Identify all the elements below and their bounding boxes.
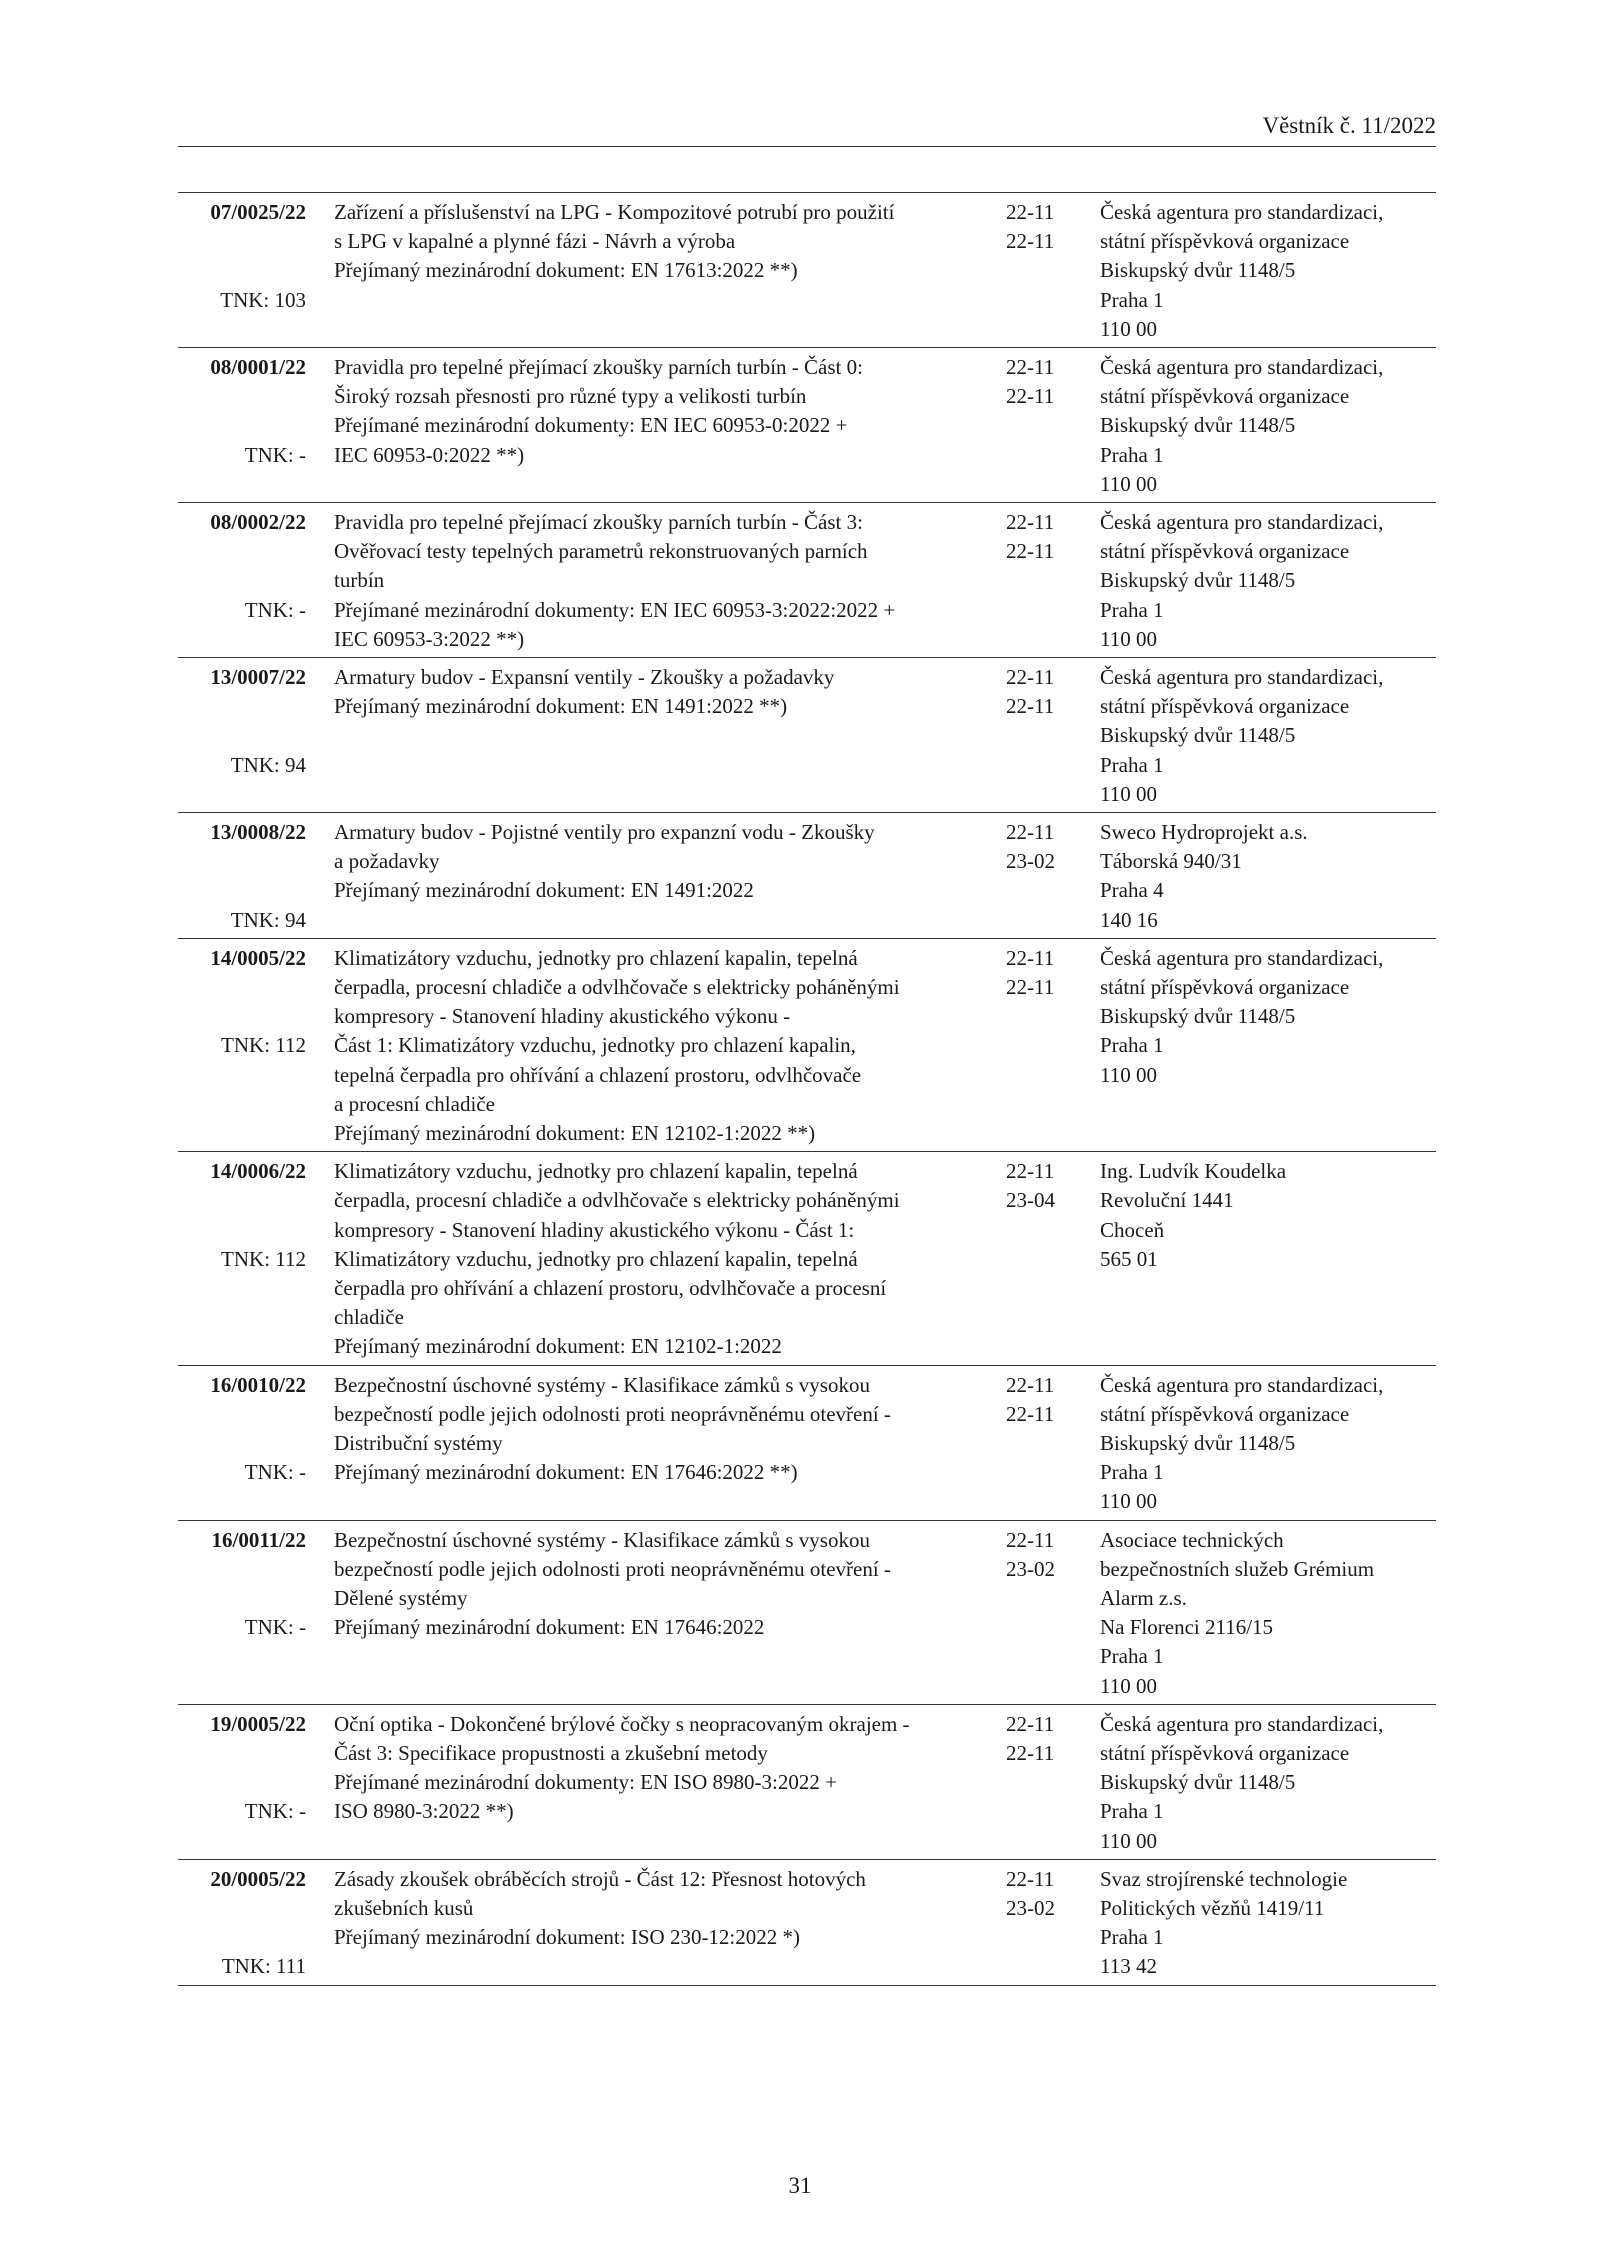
tnk-label: TNK: 94 <box>230 752 306 777</box>
record-id-cell <box>178 1157 306 1271</box>
record-id-cell <box>178 1526 306 1640</box>
address-line: Biskupský dvůr 1148/5 <box>1100 1004 1296 1029</box>
date-value: 22-11 <box>1006 1372 1055 1397</box>
address-line: Biskupský dvůr 1148/5 <box>1100 568 1296 593</box>
title-line: a požadavky <box>334 849 440 874</box>
address-line: Biskupský dvůr 1148/5 <box>1100 1430 1296 1455</box>
page-header: Věstník č. 11/2022 <box>1262 113 1436 138</box>
title-line: Přejímaný mezinárodní dokument: ISO 230-12:2022 *) <box>334 1925 801 1950</box>
date-value: 22-11 <box>1006 200 1055 224</box>
title-line: Část 3: Specifikace propustnosti a zkušební metody <box>334 1740 768 1765</box>
record-number: 16/0010/22 <box>210 1372 306 1397</box>
title-line: Část 1: Klimatizátory vzduchu, jednotky pro chlazení kapalin, <box>334 1033 856 1058</box>
tnk-label: TNK: 103 <box>220 287 306 312</box>
title-line: zkušebních kusů <box>334 1895 474 1920</box>
dates-cell <box>1006 1526 1076 1584</box>
table-row <box>178 1152 1436 1365</box>
title-line: Široký rozsah přesnosti pro různé typy a velikosti turbín <box>334 384 807 409</box>
address-line: Praha 1 <box>1100 1925 1164 1950</box>
tnk-label: TNK: 112 <box>221 1246 306 1271</box>
address-line: 110 00 <box>1100 471 1157 496</box>
address-line: státní příspěvková organizace <box>1100 1740 1350 1765</box>
date-value: 22-11 <box>1006 1401 1055 1426</box>
title-line: tepelná čerpadla pro ohřívání a chlazení prostoru, odvlhčovače <box>334 1062 862 1087</box>
standard-title-cell <box>334 1710 989 1827</box>
processor-address-cell <box>1100 1526 1440 1701</box>
tnk-label: TNK: 112 <box>221 1033 306 1058</box>
record-id-cell <box>178 818 306 932</box>
title-line: Klimatizátory vzduchu, jednotky pro chlazení kapalin, tepelná <box>334 1159 858 1184</box>
standard-title-cell <box>334 508 989 654</box>
title-line: Přejímaný mezinárodní dokument: EN 17646:2022 <box>334 1615 765 1640</box>
dates-cell <box>1006 1865 1076 1923</box>
title-line: Distribuční systémy <box>334 1430 503 1455</box>
date-value: 22-11 <box>1006 1866 1055 1891</box>
address-line: Česká agentura pro standardizaci, <box>1100 200 1384 224</box>
title-line: Bezpečnostní úschovné systémy - Klasifikace zámků s vysokou <box>334 1527 870 1552</box>
processor-address-cell <box>1100 1710 1440 1856</box>
record-number: 14/0005/22 <box>210 945 306 970</box>
tnk-label: TNK: - <box>244 597 306 622</box>
address-line: Táborská 940/31 <box>1100 849 1242 874</box>
address-line: bezpečnostních služeb Grémium <box>1100 1556 1375 1581</box>
record-number: 19/0005/22 <box>210 1711 306 1736</box>
title-line: Zásady zkoušek obráběcích strojů - Část 12: Přesnost hotových <box>334 1866 866 1891</box>
title-line: Ověřovací testy tepelných parametrů rekonstruovaných parních <box>334 539 868 564</box>
title-line: Oční optika - Dokončené brýlové čočky s neopracovaným okrajem - <box>334 1711 910 1736</box>
title-line: Klimatizátory vzduchu, jednotky pro chlazení kapalin, tepelná <box>334 1246 858 1271</box>
address-line: Česká agentura pro standardizaci, <box>1100 355 1384 379</box>
processor-address-cell <box>1100 1157 1440 1274</box>
title-line: s LPG v kapalné a plynné fázi - Návrh a výroba <box>334 229 736 254</box>
title-line: kompresory - Stanovení hladiny akustického výkonu - <box>334 1004 791 1029</box>
table-row <box>178 939 1436 1152</box>
address-line: Biskupský dvůr 1148/5 <box>1100 258 1296 283</box>
standard-title-cell <box>334 1157 989 1361</box>
processor-address-cell <box>1100 1371 1440 1517</box>
title-line: Armatury budov - Pojistné ventily pro expanzní vodu - Zkoušky <box>334 820 875 844</box>
processor-address-cell <box>1100 663 1440 809</box>
address-line: Česká agentura pro standardizaci, <box>1100 665 1384 689</box>
record-number: 20/0005/22 <box>210 1866 306 1891</box>
address-line: Na Florenci 2116/15 <box>1100 1615 1274 1640</box>
title-line: IEC 60953-0:2022 **) <box>334 442 525 467</box>
address-line: 110 00 <box>1100 781 1157 806</box>
header-rule <box>178 146 1436 147</box>
address-line: Praha 1 <box>1100 597 1164 622</box>
address-line: státní příspěvková organizace <box>1100 975 1350 999</box>
date-value: 22-11 <box>1006 229 1055 254</box>
table-row <box>178 1860 1436 1986</box>
address-line: státní příspěvková organizace <box>1100 384 1350 409</box>
address-line: Politických vězňů 1419/11 <box>1100 1895 1325 1920</box>
address-line: Praha 1 <box>1100 1799 1164 1824</box>
dates-cell <box>1006 1710 1076 1768</box>
date-value: 22-11 <box>1006 820 1055 844</box>
title-line: Přejímaný mezinárodní dokument: EN 17646:2022 **) <box>334 1460 798 1485</box>
address-line: Revoluční 1441 <box>1100 1188 1234 1213</box>
record-number: 08/0001/22 <box>210 355 306 379</box>
dates-cell <box>1006 818 1076 876</box>
title-line: Zařízení a příslušenství na LPG - Kompozitové potrubí pro použití <box>334 200 895 224</box>
address-line: státní příspěvková organizace <box>1100 1401 1350 1426</box>
title-line: čerpadla, procesní chladiče a odvlhčovače s elektricky poháněnými <box>334 975 900 999</box>
address-line: Praha 1 <box>1100 1460 1164 1485</box>
address-line: Česká agentura pro standardizaci, <box>1100 510 1384 534</box>
table-row <box>178 193 1436 348</box>
standard-title-cell <box>334 944 989 1148</box>
dates-cell <box>1006 663 1076 721</box>
table-row <box>178 348 1436 503</box>
address-line: 110 00 <box>1100 1828 1157 1853</box>
dates-cell <box>1006 198 1076 256</box>
address-line: Biskupský dvůr 1148/5 <box>1100 1770 1296 1795</box>
record-number: 13/0007/22 <box>210 665 306 689</box>
processor-address-cell <box>1100 818 1440 935</box>
address-line: státní příspěvková organizace <box>1100 694 1350 719</box>
address-line: Česká agentura pro standardizaci, <box>1100 1711 1384 1736</box>
title-line: Přejímané mezinárodní dokumenty: EN ISO 8980-3:2022 + <box>334 1770 837 1795</box>
tnk-label: TNK: 94 <box>230 907 306 932</box>
address-line: Praha 1 <box>1100 1644 1164 1669</box>
address-line: 110 00 <box>1100 1062 1157 1087</box>
title-line: Přejímaný mezinárodní dokument: EN 12102-1:2022 **) <box>334 1121 816 1146</box>
address-line: Praha 4 <box>1100 878 1164 903</box>
address-line: Svaz strojírenské technologie <box>1100 1866 1348 1891</box>
address-line: 113 42 <box>1100 1954 1157 1979</box>
address-line: Praha 1 <box>1100 287 1164 312</box>
title-line: turbín <box>334 568 385 593</box>
record-id-cell <box>178 198 306 312</box>
title-line: bezpečností podle jejich odolnosti proti neoprávněnému otevření - <box>334 1401 891 1426</box>
processor-address-cell <box>1100 508 1440 654</box>
date-value: 22-11 <box>1006 1527 1055 1552</box>
address-line: Česká agentura pro standardizaci, <box>1100 945 1384 970</box>
processor-address-cell <box>1100 198 1440 344</box>
title-line: Přejímané mezinárodní dokumenty: EN IEC 60953-3:2022:2022 + <box>334 597 896 622</box>
processor-address-cell <box>1100 1865 1440 1982</box>
date-value: 23-02 <box>1006 1895 1055 1920</box>
standard-title-cell <box>334 198 989 286</box>
address-line: Alarm z.s. <box>1100 1585 1187 1610</box>
address-line: 140 16 <box>1100 907 1158 932</box>
title-line: bezpečností podle jejich odolnosti proti neoprávněnému otevření - <box>334 1556 891 1581</box>
title-line: Přejímaný mezinárodní dokument: EN 12102-1:2022 <box>334 1334 782 1359</box>
address-line: státní příspěvková organizace <box>1100 229 1350 254</box>
dates-cell <box>1006 508 1076 566</box>
processor-address-cell <box>1100 353 1440 499</box>
title-line: ISO 8980-3:2022 **) <box>334 1799 514 1824</box>
date-value: 22-11 <box>1006 975 1055 999</box>
address-line: Česká agentura pro standardizaci, <box>1100 1372 1384 1397</box>
title-line: Přejímaný mezinárodní dokument: EN 1491:2022 <box>334 878 754 903</box>
tnk-label: TNK: - <box>244 1799 306 1824</box>
date-value: 23-02 <box>1006 1556 1055 1581</box>
title-line: Klimatizátory vzduchu, jednotky pro chlazení kapalin, tepelná <box>334 945 858 970</box>
standard-title-cell <box>334 818 989 906</box>
date-value: 22-11 <box>1006 539 1055 564</box>
table-row <box>178 1521 1436 1705</box>
date-value: 23-02 <box>1006 849 1055 874</box>
address-line: Praha 1 <box>1100 752 1164 777</box>
page-number: 31 <box>788 2173 812 2198</box>
date-value: 22-11 <box>1006 1711 1055 1736</box>
address-line: Praha 1 <box>1100 442 1164 467</box>
date-value: 22-11 <box>1006 665 1055 689</box>
standard-title-cell <box>334 1526 989 1643</box>
table-row <box>178 1366 1436 1521</box>
title-line: kompresory - Stanovení hladiny akustického výkonu - Část 1: <box>334 1217 855 1242</box>
title-line: Bezpečnostní úschovné systémy - Klasifikace zámků s vysokou <box>334 1372 870 1397</box>
record-id-cell <box>178 353 306 467</box>
title-line: Přejímaný mezinárodní dokument: EN 17613:2022 **) <box>334 258 798 283</box>
address-line: 110 00 <box>1100 626 1157 651</box>
title-line: IEC 60953-3:2022 **) <box>334 626 525 651</box>
title-line: Přejímaný mezinárodní dokument: EN 1491:2022 **) <box>334 694 788 719</box>
title-line: Pravidla pro tepelné přejímací zkoušky parních turbín - Část 0: <box>334 355 863 379</box>
tnk-label: TNK: - <box>244 1615 306 1640</box>
processor-address-cell <box>1100 944 1440 1090</box>
table-row <box>178 503 1436 658</box>
record-id-cell <box>178 1710 306 1824</box>
record-number: 08/0002/22 <box>210 510 306 534</box>
record-id-cell <box>178 944 306 1058</box>
tnk-label: TNK: 111 <box>221 1954 306 1979</box>
date-value: 22-11 <box>1006 945 1055 970</box>
record-number: 14/0006/22 <box>210 1159 306 1184</box>
standards-table <box>178 192 1436 1986</box>
address-line: 110 00 <box>1100 316 1157 341</box>
table-row <box>178 1705 1436 1860</box>
record-number: 16/0011/22 <box>211 1527 306 1552</box>
address-line: Praha 1 <box>1100 1033 1164 1058</box>
record-id-cell <box>178 1371 306 1485</box>
title-line: čerpadla pro ohřívání a chlazení prostoru, odvlhčovače a procesní <box>334 1276 887 1300</box>
tnk-label: TNK: - <box>244 1460 306 1485</box>
address-line: Biskupský dvůr 1148/5 <box>1100 723 1296 748</box>
title-line: Armatury budov - Expansní ventily - Zkoušky a požadavky <box>334 665 835 689</box>
standard-title-cell <box>334 353 989 470</box>
table-row <box>178 658 1436 813</box>
title-line: a procesní chladiče <box>334 1091 495 1116</box>
table-row <box>178 813 1436 939</box>
date-value: 23-04 <box>1006 1188 1055 1213</box>
date-value: 22-11 <box>1006 510 1055 534</box>
date-value: 22-11 <box>1006 1740 1055 1765</box>
record-id-cell <box>178 663 306 777</box>
address-line: 565 01 <box>1100 1246 1158 1271</box>
record-number: 13/0008/22 <box>210 820 306 844</box>
dates-cell <box>1006 1371 1076 1429</box>
address-line: Ing. Ludvík Koudelka <box>1100 1159 1287 1184</box>
title-line: chladiče <box>334 1305 404 1330</box>
date-value: 22-11 <box>1006 384 1055 409</box>
title-line: Pravidla pro tepelné přejímací zkoušky parních turbín - Část 3: <box>334 510 863 534</box>
address-line: Sweco Hydroprojekt a.s. <box>1100 820 1308 844</box>
address-line: Biskupský dvůr 1148/5 <box>1100 413 1296 438</box>
record-number: 07/0025/22 <box>210 200 306 224</box>
date-value: 22-11 <box>1006 355 1055 379</box>
dates-cell <box>1006 944 1076 1002</box>
title-line: čerpadla, procesní chladiče a odvlhčovače s elektricky poháněnými <box>334 1188 900 1213</box>
address-line: Choceň <box>1100 1217 1165 1242</box>
address-line: Asociace technických <box>1100 1527 1284 1552</box>
standard-title-cell <box>334 1371 989 1488</box>
tnk-label: TNK: - <box>244 442 306 467</box>
dates-cell <box>1006 1157 1076 1215</box>
record-id-cell <box>178 1865 306 1979</box>
address-line: 110 00 <box>1100 1673 1157 1698</box>
title-line: Přejímané mezinárodní dokumenty: EN IEC 60953-0:2022 + <box>334 413 848 438</box>
address-line: státní příspěvková organizace <box>1100 539 1350 564</box>
date-value: 22-11 <box>1006 1159 1055 1184</box>
title-line: Dělené systémy <box>334 1585 468 1610</box>
record-id-cell <box>178 508 306 622</box>
date-value: 22-11 <box>1006 694 1055 719</box>
address-line: 110 00 <box>1100 1489 1157 1514</box>
standard-title-cell <box>334 663 989 721</box>
dates-cell <box>1006 353 1076 411</box>
standard-title-cell <box>334 1865 989 1953</box>
